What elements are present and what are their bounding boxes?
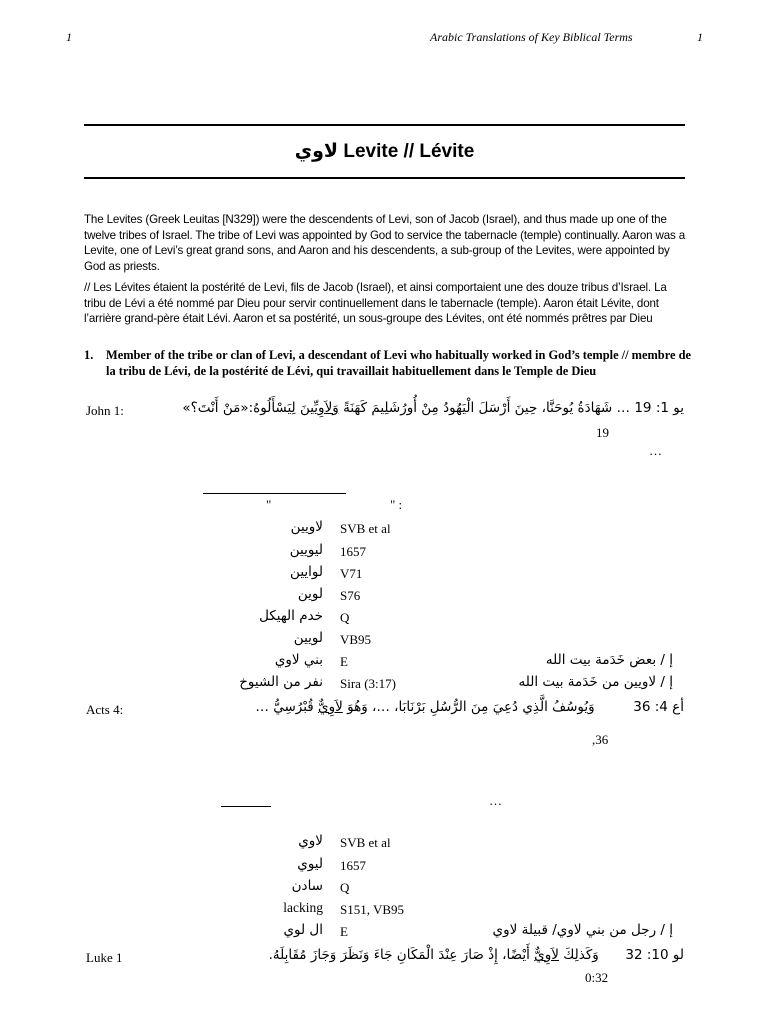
variant-source: SVB et al (340, 835, 391, 850)
arabic-ref: لو 10: 32 (625, 947, 684, 963)
verse-number: 19 (596, 425, 609, 440)
variant-source: 1657 (340, 544, 366, 559)
variant-word: lacking (283, 900, 323, 915)
variant-word: لوايين (290, 564, 323, 580)
quote-open: " (266, 497, 272, 512)
variant-source: E (340, 654, 348, 669)
variant-source: Q (340, 610, 350, 625)
title-rule-bottom (84, 177, 685, 179)
sense-definition: Member of the tribe or clan of Levi, a descendant of Levi who habitually worked in God’s temple // membre de la tribu de Lévi, de la postérité de Lévi, qui travaillait habituellement dans le Temple de Dieu (106, 348, 691, 378)
variant-gloss: إ / رجل من بني لاوي/ قبيلة لاوي (492, 922, 673, 938)
ellipsis: … (649, 443, 662, 458)
running-title: Arabic Translations of Key Biblical Terms (430, 30, 633, 44)
arabic-keyword: لاَوِيٌّ (318, 699, 343, 715)
variant-word: نفر من الشيوخ (239, 674, 323, 690)
intro-english: The Levites (Greek Leuitas [N329]) were the descendents of Levi, son of Jacob (Israel), and thus made up one of the twelve tribes of Israel. The tribe of Levi was appointed by God to service the tabernacle (temple) continually. Aaron was a Levite, one of Levi’s great grand sons, and Aaron and his descendents, a sub-group of the Levites, were appointed by God as priests. (84, 213, 686, 273)
arabic-text-pre: وَكَذلِكَ (558, 947, 599, 963)
title-rule-top (84, 124, 685, 126)
entry-title-arabic: لاوي (294, 140, 339, 162)
arabic-text-pre: وَيُوسُفُ الَّذِي دُعِيَ مِنَ الرُّسُلِ بَرْنَابَا، …، وَهُوَ (342, 699, 595, 715)
variant-word: ليويين (289, 542, 323, 558)
variant-source: Sira (3:17) (340, 676, 396, 691)
variant-word: لويين (293, 630, 323, 646)
variant-source: S76 (340, 588, 361, 603)
variant-source: VB95 (340, 632, 372, 647)
quote-close: " : (390, 497, 403, 512)
variant-source: V71 (340, 566, 363, 581)
variant-gloss: إ / بعض خَدَمة بيت الله (545, 652, 673, 668)
variant-gloss: إ / لاويين من خَدَمة بيت الله (518, 674, 673, 690)
example-arabic-acts (255, 699, 684, 715)
variant-source: SVB et al (340, 521, 391, 536)
variant-word: لاويين (290, 519, 323, 535)
variant-word: لاوي (298, 833, 323, 849)
ellipsis: … (489, 793, 502, 808)
variant-word: ال لوي (283, 922, 323, 938)
variant-word: بني لاوي (274, 652, 323, 668)
page-number-right: 1 (697, 30, 703, 44)
blank-rule (221, 806, 271, 807)
sense-1 (84, 347, 694, 379)
arabic-text-pre: … شَهَادَةُ يُوحَنَّا، حِينَ أَرْسَلَ الْيَهُودُ مِنْ أُورُشَلِيمَ كَهَنَةً (338, 400, 631, 416)
arabic-ref: أع 4: 36 (633, 699, 684, 715)
intro-french: // Les Lévites étaient la postérité de Levi, fils de Jacob (Israel), et ainsi comportaient une des douze tribus d’Israel. La tribu de Lévi a été nommé par Dieu pour servir continuellement dans le tabernacle (temple). Aaron était Lévite, dont l’arrière grand-père était Lévi. Aaron et sa postérité, un sous-groupe des Lévites, ont été nommés prêtres par Dieu (84, 281, 667, 325)
example-arabic-john (182, 400, 684, 416)
entry-title (84, 140, 685, 163)
entry-title-text: Levite // Lévite (343, 141, 475, 162)
verse-number: 0:32 (585, 970, 609, 985)
arabic-text-post: لِيَسْأَلُوهُ:«مَنْ أَنْتَ؟» (182, 400, 300, 416)
variant-source: S151, VB95 (340, 902, 405, 917)
page-number-left: 1 (66, 30, 72, 44)
variant-source: E (340, 924, 348, 939)
variant-word: خدم الهيكل (259, 608, 323, 624)
arabic-text-post: أَيْضًا، إِذْ صَارَ عِنْدَ الْمَكَانِ جَاءَ وَنَظَرَ وَجَازَ مُقَابِلَهُ. (268, 947, 535, 963)
variant-word: لوين (297, 586, 323, 602)
variant-source: 1657 (340, 858, 366, 873)
blank-rule (203, 493, 346, 494)
example-ref-john: John 1: (86, 403, 124, 418)
verse-number: ,36 (592, 732, 609, 747)
example-arabic-luke (269, 947, 684, 963)
arabic-ref: يو 1: 19 (634, 400, 684, 416)
example-ref-luke: Luke 1 (86, 950, 123, 965)
arabic-keyword: لاَوِيٌّ (534, 947, 559, 963)
arabic-text-post: قُبْرُسِيُّ … (255, 699, 319, 715)
variant-word: سادن (291, 878, 323, 894)
arabic-keyword: وَلاَوِيِّينَ (299, 400, 339, 416)
variant-word: ليوي (297, 856, 323, 872)
sense-number: 1. (84, 348, 94, 362)
example-ref-acts: Acts 4: (86, 702, 124, 717)
variant-source: Q (340, 880, 350, 895)
